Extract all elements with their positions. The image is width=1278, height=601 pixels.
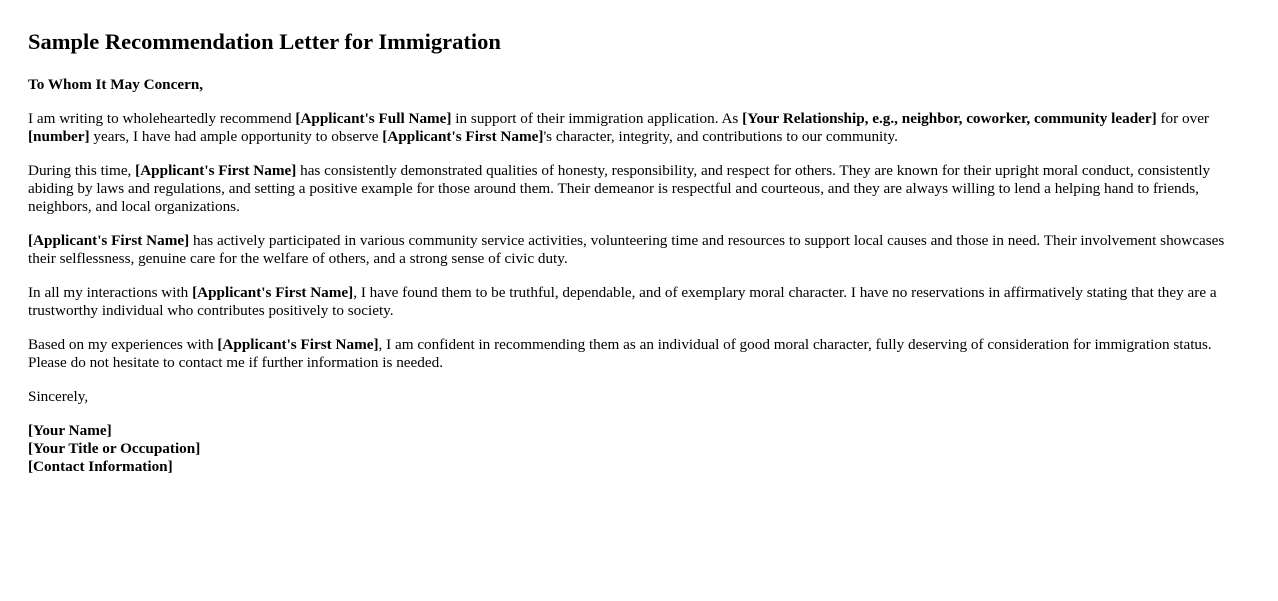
placeholder-applicant-full-name: [Applicant's Full Name] [295,110,452,127]
greeting-text: To Whom It May Concern, [28,76,204,93]
placeholder-applicant-first-name: [Applicant's First Name] [382,128,544,145]
paragraph-text: I am writing to wholeheartedly recommend [28,110,296,127]
page-title: Sample Recommendation Letter for Immigration [28,29,501,54]
paragraph-introduction [28,110,1250,146]
placeholder-applicant-first-name: [Applicant's First Name] [217,336,379,353]
paragraph-text: , I am confident in recommending them as an individual of good moral character, fully deserving of consideration for immigration status. Please do not hesitate to contact me if further information is needed. [28,336,1212,371]
paragraph-text: years, I have had ample opportunity to observe [89,128,383,145]
placeholder-applicant-first-name: [Applicant's First Name] [135,162,297,179]
paragraph-text: 's character, integrity, and contributions to our community. [543,128,898,145]
paragraph-text: In all my interactions with [28,284,193,301]
signature-title: [Your Title or Occupation] [28,440,201,457]
paragraph-text: in support of their immigration application. As [451,110,743,127]
signature-contact: [Contact Information] [28,458,173,475]
paragraph-text: has actively participated in various community service activities, volunteering time and resources to support local causes and those in need. Their involvement showcases their selflessness, genuine care for the welfare of others, and a strong sense of civic duty. [28,232,1225,267]
closing: Sincerely, [28,388,89,405]
placeholder-applicant-first-name: [Applicant's First Name] [28,232,190,249]
placeholder-relationship: [Your Relationship, e.g., neighbor, coworker, community leader] [742,110,1157,127]
paragraph-text: has consistently demonstrated qualities of honesty, responsibility, and respect for others. They are known for their upright moral conduct, consistently abiding by laws and regulations, and setting a positive example for those around them. Their demeanor is respectful and courteous, and they are always willing to lend a helping hand to friends, neighbors, and local organizations. [28,162,1211,215]
paragraph-text: During this time, [28,162,136,179]
placeholder-applicant-first-name: [Applicant's First Name] [192,284,354,301]
paragraph-community-service [28,232,1250,268]
signature-block [28,422,1250,476]
paragraph-conclusion [28,336,1250,372]
paragraph-text: for over [1156,110,1209,127]
paragraph-text: , I have found them to be truthful, dependable, and of exemplary moral character. I have no reservations in affirmatively stating that they are a trustworthy individual who contributes positively to society. [28,284,1217,319]
greeting [28,76,1250,94]
paragraph-character [28,162,1250,216]
paragraph-interactions [28,284,1250,320]
signature-name: [Your Name] [28,422,112,439]
placeholder-number: [number] [28,128,90,145]
paragraph-text: Based on my experiences with [28,336,218,353]
